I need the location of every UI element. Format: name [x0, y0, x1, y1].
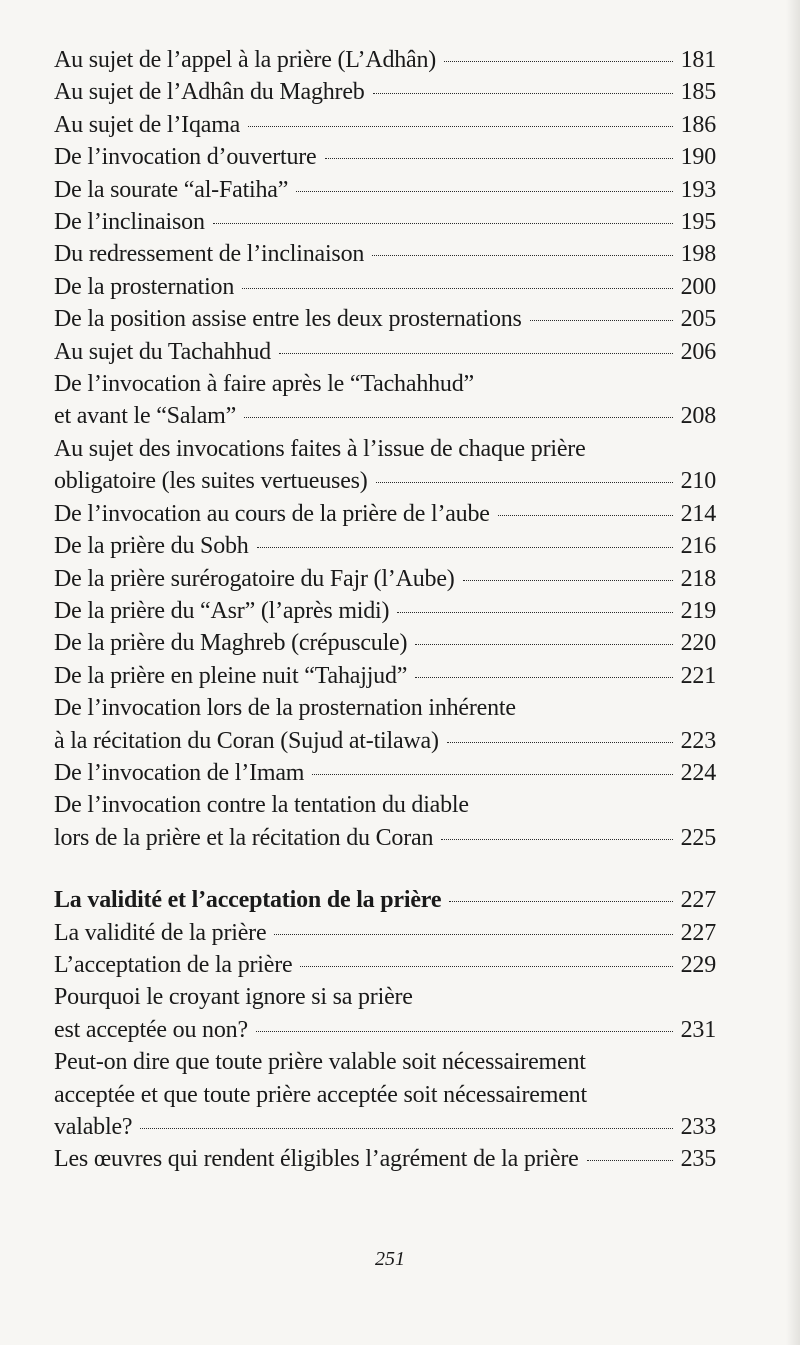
toc-entry [54, 303, 716, 335]
toc-entry-row [54, 660, 716, 692]
toc-entry-page-number: 193 [680, 176, 716, 203]
dot-leader [441, 839, 672, 840]
toc-entry-page-number: 208 [680, 403, 716, 430]
toc-entry-page-number: 205 [680, 306, 716, 333]
dot-leader [296, 191, 672, 192]
dot-leader [256, 1031, 673, 1032]
toc-entry-title: De la prière surérogatoire du Fajr (l’Aube) [54, 565, 455, 592]
toc-entry [54, 789, 716, 854]
toc-entry-title: De l’invocation au cours de la prière de l’aube [54, 500, 490, 527]
toc-entry-title: obligatoire (les suites vertueuses) [54, 468, 368, 495]
toc-entry-page-number: 235 [680, 1146, 716, 1173]
toc-entry-row [54, 627, 716, 659]
toc-entry [54, 949, 716, 981]
toc-entry-title: De la prière du “Asr” (l’après midi) [54, 597, 390, 624]
dot-leader [498, 515, 673, 516]
toc-entry-page-number: 218 [680, 565, 716, 592]
toc-entry-row [54, 303, 716, 335]
toc-entry-row [54, 725, 716, 757]
dot-leader [415, 677, 672, 678]
toc-entry-row [54, 822, 716, 854]
toc-entry [54, 44, 716, 76]
toc-entry [54, 141, 716, 173]
toc-section-heading [54, 884, 716, 916]
toc-entry [54, 563, 716, 595]
toc-entry-page-number: 214 [680, 500, 716, 527]
toc-entry-title: De l’invocation d’ouverture [54, 144, 317, 171]
toc-entry-page-number: 219 [680, 597, 716, 624]
toc-entry-row [54, 949, 716, 981]
toc-entry-page-number: 185 [680, 79, 716, 106]
toc-entry-row [54, 530, 716, 562]
toc-entry-page-number: 225 [680, 824, 716, 851]
toc-entry-row [54, 595, 716, 627]
toc-entry [54, 368, 716, 433]
toc-entry-row [54, 76, 716, 108]
toc-entry-title: De la prière du Maghreb (crépuscule) [54, 630, 408, 657]
toc-entry-title: Au sujet de l’appel à la prière (L’Adhân) [54, 47, 437, 73]
toc-entry-row [54, 757, 716, 789]
dot-leader [312, 774, 672, 775]
toc-entry-title: De la sourate “al-Fatiha” [54, 176, 289, 203]
toc-entry-row [54, 1143, 716, 1175]
toc-entry-row [54, 884, 716, 916]
toc-entry-page-number: 224 [680, 759, 716, 786]
page-edge-shadow [786, 0, 800, 1345]
toc-entry-title: et avant le “Salam” [54, 403, 237, 430]
toc-entry-page-number: 195 [680, 209, 716, 236]
toc-entry-row [54, 44, 716, 76]
dot-leader [242, 288, 672, 289]
toc-entry-page-number: 227 [680, 919, 716, 946]
toc-entry [54, 627, 716, 659]
dot-leader [248, 126, 672, 127]
toc-entry-page-number: 200 [680, 273, 716, 300]
dot-leader [449, 901, 672, 902]
toc-entry-row [54, 1014, 716, 1046]
dot-leader [244, 417, 672, 418]
toc-entry-row [54, 206, 716, 238]
toc-entry [54, 271, 716, 303]
dot-leader [373, 93, 673, 94]
toc-entry-title: De la prière en pleine nuit “Tahajjud” [54, 662, 408, 689]
toc-entry-title: L’acceptation de la prière [54, 951, 293, 978]
toc-entry-title-line: De l’invocation à faire après le “Tachahhud” [54, 371, 474, 398]
toc-entry-row [54, 174, 716, 206]
toc-entry-page-number: 220 [680, 630, 716, 657]
dot-leader [530, 320, 673, 321]
toc-entry-row [54, 498, 716, 530]
toc-entry [54, 1143, 716, 1175]
dot-leader [376, 482, 673, 483]
toc-entry-row [54, 400, 716, 432]
toc-entry [54, 76, 716, 108]
dot-leader [325, 158, 673, 159]
dot-leader [463, 580, 673, 581]
toc-entry [54, 757, 716, 789]
toc-entry [54, 433, 716, 498]
toc-entry [54, 692, 716, 757]
toc-entry-title: De la prosternation [54, 273, 235, 300]
toc-entry [54, 595, 716, 627]
toc-entry-page-number: 229 [680, 951, 716, 978]
toc-entry-title: valable? [54, 1114, 133, 1140]
dot-leader [444, 61, 673, 62]
toc-entry-title-line: Au sujet des invocations faites à l’issue de chaque prière [54, 435, 586, 462]
toc-entry-title: De l’invocation de l’Imam [54, 759, 305, 786]
toc-entry-title-line: De l’invocation contre la tentation du diable [54, 792, 469, 819]
toc-entry-title: La validité et l’acceptation de la prière [54, 887, 442, 914]
toc-entry-title-line: De l’invocation lors de la prosternation inhérente [54, 695, 516, 722]
toc-entry-row [54, 465, 716, 497]
toc-entry-row [54, 563, 716, 595]
toc-entry-title: Les œuvres qui rendent éligibles l’agrément de la prière [54, 1146, 579, 1173]
toc-entry-page-number: 198 [680, 241, 716, 268]
dot-leader [397, 612, 672, 613]
dot-leader [372, 255, 672, 256]
toc-entry [54, 660, 716, 692]
page-number: 251 [375, 1248, 405, 1270]
toc-entry-page-number: 216 [680, 533, 716, 560]
dot-leader [300, 966, 672, 967]
toc-entry-title-line: Pourquoi le croyant ignore si sa prière [54, 984, 413, 1011]
toc-entry-row [54, 1111, 716, 1143]
toc-entry-title: Au sujet de l’Iqama [54, 111, 241, 138]
toc-entry-page-number: 210 [680, 468, 716, 495]
toc-entry-title: est acceptée ou non? [54, 1016, 248, 1043]
dot-leader [447, 742, 673, 743]
toc-entry [54, 238, 716, 270]
dot-leader [274, 934, 672, 935]
section-gap [54, 854, 716, 884]
toc-entry [54, 336, 716, 368]
toc-entry [54, 917, 716, 949]
toc-entry-page-number: 233 [680, 1114, 716, 1140]
toc-entry [54, 530, 716, 562]
toc-entry [54, 174, 716, 206]
toc-entry-page-number: 227 [680, 887, 716, 914]
toc-entry [54, 981, 716, 1046]
toc-entry-page-number: 221 [680, 662, 716, 689]
toc-entry-title-line: Peut-on dire que toute prière valable soit nécessairement [54, 1049, 586, 1076]
dot-leader [415, 644, 672, 645]
toc-entry-title: De l’inclinaison [54, 209, 205, 236]
toc-entry-title: De la prière du Sobh [54, 533, 249, 560]
toc-entry-row [54, 141, 716, 173]
dot-leader [279, 353, 673, 354]
toc-entry-page-number: 231 [680, 1016, 716, 1043]
toc-entry [54, 206, 716, 238]
table-of-contents [54, 44, 716, 1176]
toc-entry-page-number: 181 [680, 47, 716, 73]
toc-entry-row [54, 238, 716, 270]
toc-entry-page-number: 223 [680, 727, 716, 754]
toc-entry-row [54, 336, 716, 368]
toc-entry-page-number: 206 [680, 338, 716, 365]
toc-entry-title: De la position assise entre les deux prosternations [54, 306, 522, 333]
dot-leader [257, 547, 673, 548]
toc-entry-title: lors de la prière et la récitation du Coran [54, 824, 434, 851]
dot-leader [213, 223, 673, 224]
toc-entry-row [54, 271, 716, 303]
toc-entry [54, 109, 716, 141]
toc-entry-row [54, 917, 716, 949]
toc-entry-title: à la récitation du Coran (Sujud at-tilawa) [54, 727, 439, 754]
toc-entry [54, 1046, 716, 1143]
dot-leader [587, 1160, 673, 1161]
toc-entry-row [54, 109, 716, 141]
toc-entry-title: Du redressement de l’inclinaison [54, 241, 365, 268]
toc-entry-title: Au sujet de l’Adhân du Maghreb [54, 79, 365, 106]
toc-entry-page-number: 190 [680, 144, 716, 171]
toc-entry [54, 498, 716, 530]
toc-entry-page-number: 186 [680, 111, 716, 138]
toc-entry-title-line: acceptée et que toute prière acceptée soit nécessairement [54, 1081, 587, 1108]
dot-leader [140, 1128, 672, 1129]
toc-entry-title: La validité de la prière [54, 919, 267, 946]
toc-entry-title: Au sujet du Tachahhud [54, 338, 271, 365]
